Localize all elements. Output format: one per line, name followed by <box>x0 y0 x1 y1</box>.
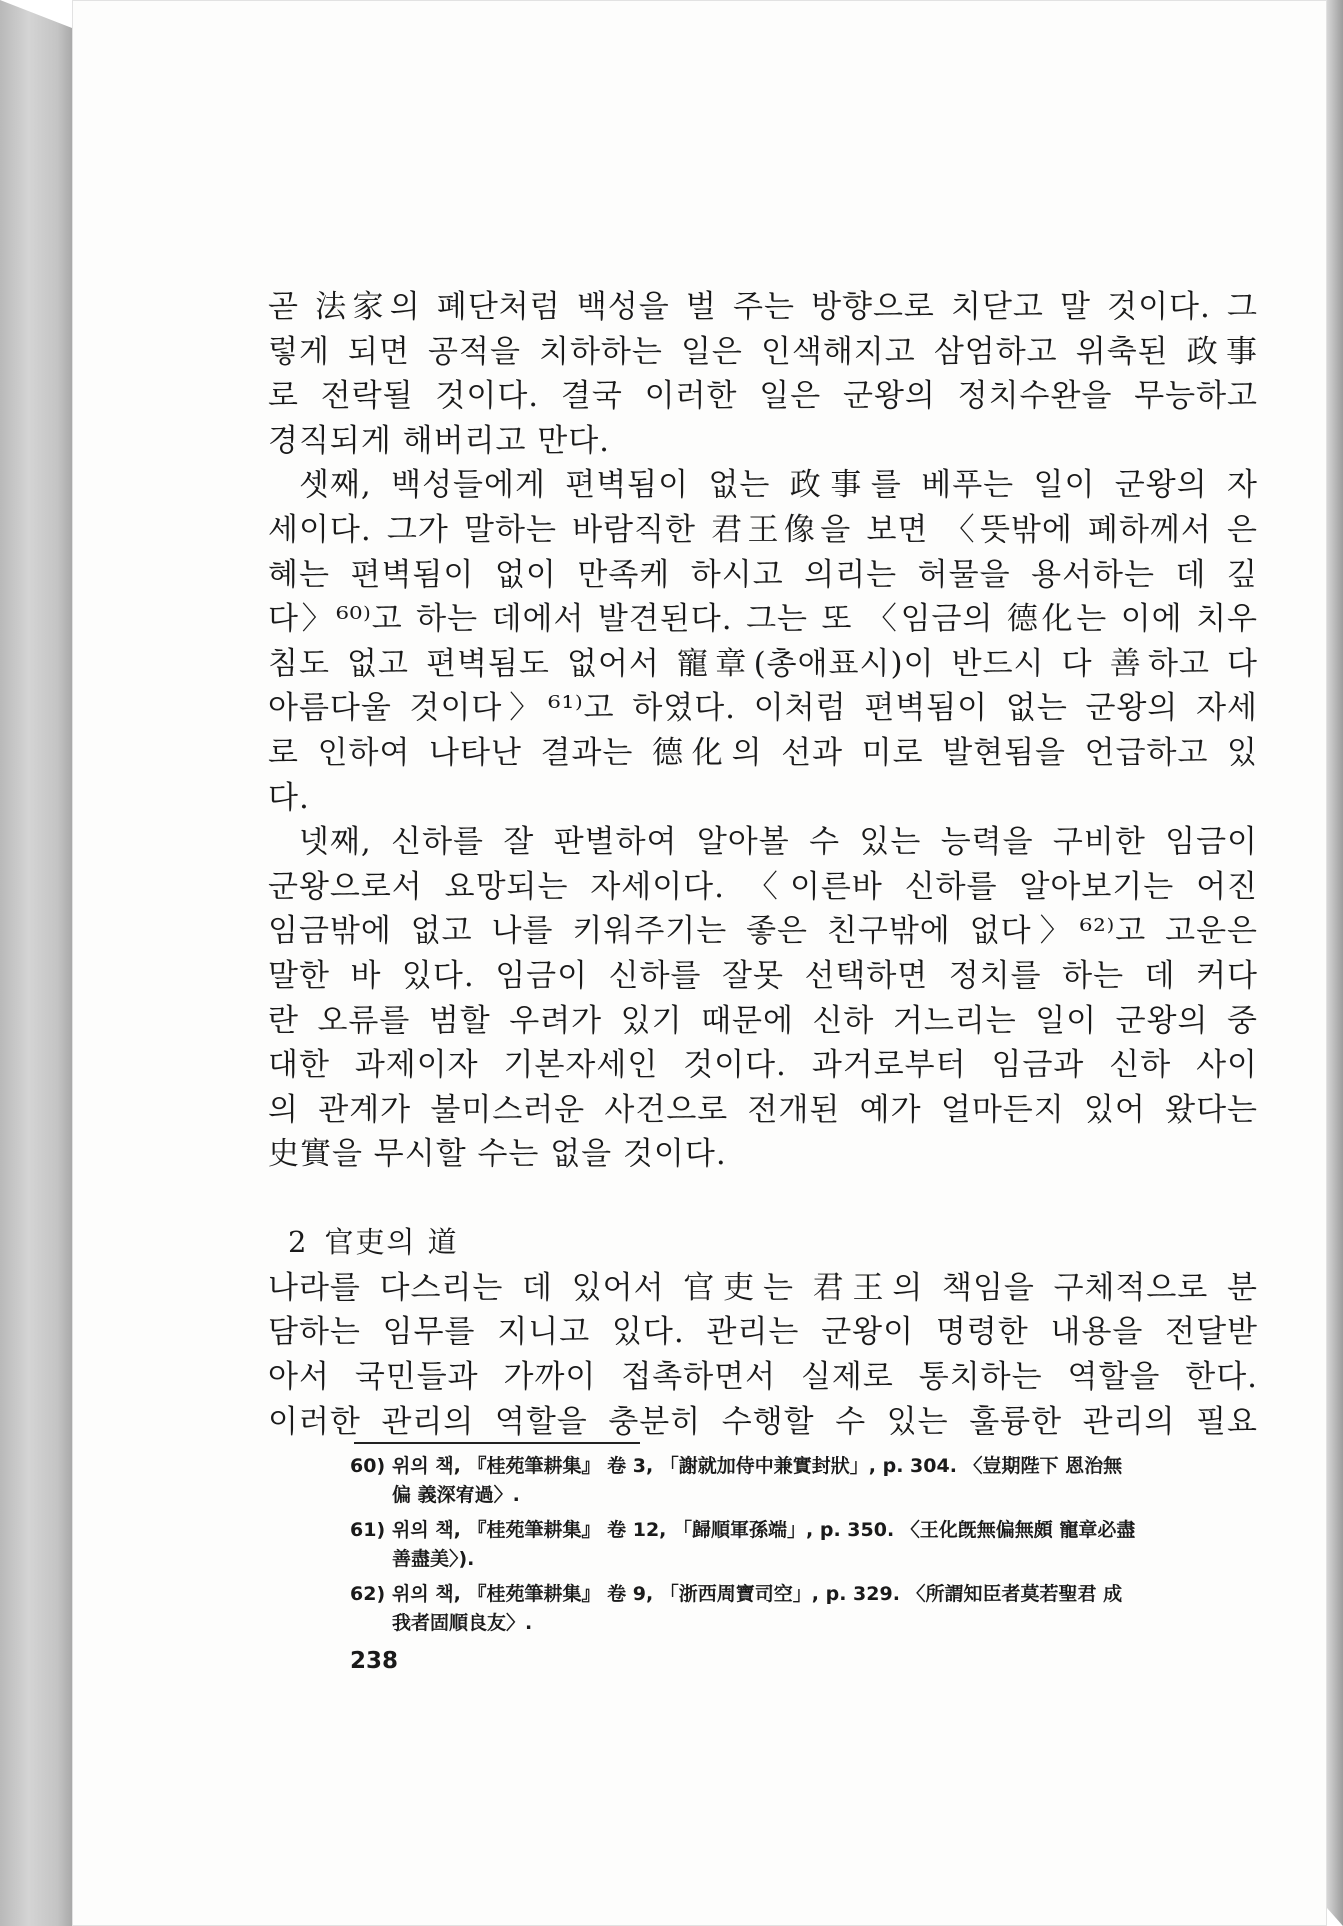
text-line: 로 인하여 나타난 결과는 德化의 선과 미로 발현됨을 언급하고 있 <box>268 734 1258 771</box>
footnote-number: 61) <box>350 1519 386 1541</box>
footnote <box>350 1452 1260 1510</box>
section-heading <box>268 1218 1258 1266</box>
text-line: 史實을 무시할 수는 없을 것이다. <box>268 1136 727 1173</box>
text-line: 다. <box>268 779 310 816</box>
text-line: 넷째, 신하를 잘 판별하여 알아볼 수 있는 능력을 구비한 임금이 <box>299 824 1258 861</box>
text-line: 셋째, 백성들에게 편벽됨이 없는 政事를 베푸는 일이 군왕의 자 <box>299 467 1258 504</box>
text-line: 아름다울 것이다〉⁶¹⁾고 하였다. 이처럼 편벽됨이 없는 군왕의 자세 <box>268 690 1258 727</box>
book-page <box>72 0 1327 1926</box>
text-line: 세이다. 그가 말하는 바람직한 君王像을 보면 〈뜻밖에 폐하께서 은 <box>268 511 1258 548</box>
footnote-text-continued: 我者固順良友〉. <box>392 1612 533 1634</box>
book-right-edge <box>1327 0 1343 1926</box>
page-number: 238 <box>350 1648 399 1674</box>
footnotes <box>350 1452 1260 1644</box>
paragraph-1 <box>268 285 1258 463</box>
footnote-text: 위의 책, 『桂苑筆耕集』 卷 3, 「謝就加侍中兼實封狀」, p. 304. 〈豈期陛下 恩治無 <box>392 1455 1123 1477</box>
footnote-divider <box>354 1442 640 1444</box>
paragraph-4 <box>268 1266 1258 1444</box>
text-line: 말한 바 있다. 임금이 신하를 잘못 선택하면 정치를 하는 데 커다 <box>268 957 1258 994</box>
footnote-text-continued: 偏 義深宥過〉. <box>392 1484 520 1506</box>
text-line: 다〉⁶⁰⁾고 하는 데에서 발견된다. 그는 또 〈임금의 德化는 이에 치우 <box>268 601 1258 638</box>
text-line: 의 관계가 불미스러운 사건으로 전개된 예가 얼마든지 있어 왔다는 <box>268 1091 1258 1128</box>
footnote-number: 62) <box>350 1583 386 1605</box>
text-line: 임금밖에 없고 나를 키워주기는 좋은 친구밖에 없다〉⁶²⁾고 고운은 <box>268 913 1258 950</box>
text-line: 경직되게 해버리고 만다. <box>268 422 611 459</box>
text-line: 렇게 되면 공적을 치하하는 일은 인색해지고 삼엄하고 위축된 政事 <box>268 333 1258 370</box>
text-line: 침도 없고 편벽됨도 없어서 寵章(총애표시)이 반드시 다 善하고 다 <box>268 645 1258 682</box>
footnote-number: 60) <box>350 1455 386 1477</box>
text-line: 란 오류를 범할 우려가 있기 때문에 신하 거느리는 일이 군왕의 중 <box>268 1002 1258 1039</box>
section-title: 官吏의 道 <box>324 1224 459 1259</box>
text-line: 나라를 다스리는 데 있어서 官吏는 君王의 책임을 구체적으로 분 <box>268 1269 1258 1306</box>
section-number: 2 <box>288 1224 309 1259</box>
text-line: 곧 法家의 폐단처럼 백성을 벌 주는 방향으로 치닫고 말 것이다. 그 <box>268 289 1258 325</box>
text-line: 로 전락될 것이다. 결국 이러한 일은 군왕의 정치수완을 무능하고 <box>268 378 1258 415</box>
paragraph-3 <box>268 820 1258 1177</box>
text-line: 혜는 편벽됨이 없이 만족케 하시고 의리는 허물을 용서하는 데 깊 <box>268 556 1258 593</box>
footnote-text: 위의 책, 『桂苑筆耕集』 卷 9, 「浙西周寶司空」, p. 329. 〈所謂知臣者莫若聖君 成 <box>392 1583 1123 1605</box>
text-line: 담하는 임무를 지니고 있다. 관리는 군왕이 명령한 내용을 전달받 <box>268 1314 1258 1351</box>
text-line: 이러한 관리의 역할을 충분히 수행할 수 있는 훌륭한 관리의 필요 <box>268 1403 1258 1440</box>
footnote-text: 위의 책, 『桂苑筆耕集』 卷 12, 「歸順軍孫端」, p. 350. 〈王化旣無偏無頗 寵章必盡 <box>392 1519 1136 1541</box>
text-line: 아서 국민들과 가까이 접촉하면서 실제로 통치하는 역할을 한다. <box>268 1359 1258 1396</box>
footnote-text-continued: 善盡美〉). <box>392 1548 475 1570</box>
footnote <box>350 1516 1260 1574</box>
text-line: 대한 과제이자 기본자세인 것이다. 과거로부터 임금과 신하 사이 <box>268 1047 1258 1084</box>
book-page-stack-edge <box>0 0 72 1926</box>
main-text <box>268 285 1258 1444</box>
text-line: 군왕으로서 요망되는 자세이다. 〈이른바 신하를 알아보기는 어진 <box>268 868 1258 905</box>
footnote <box>350 1580 1260 1638</box>
paragraph-2 <box>268 463 1258 820</box>
